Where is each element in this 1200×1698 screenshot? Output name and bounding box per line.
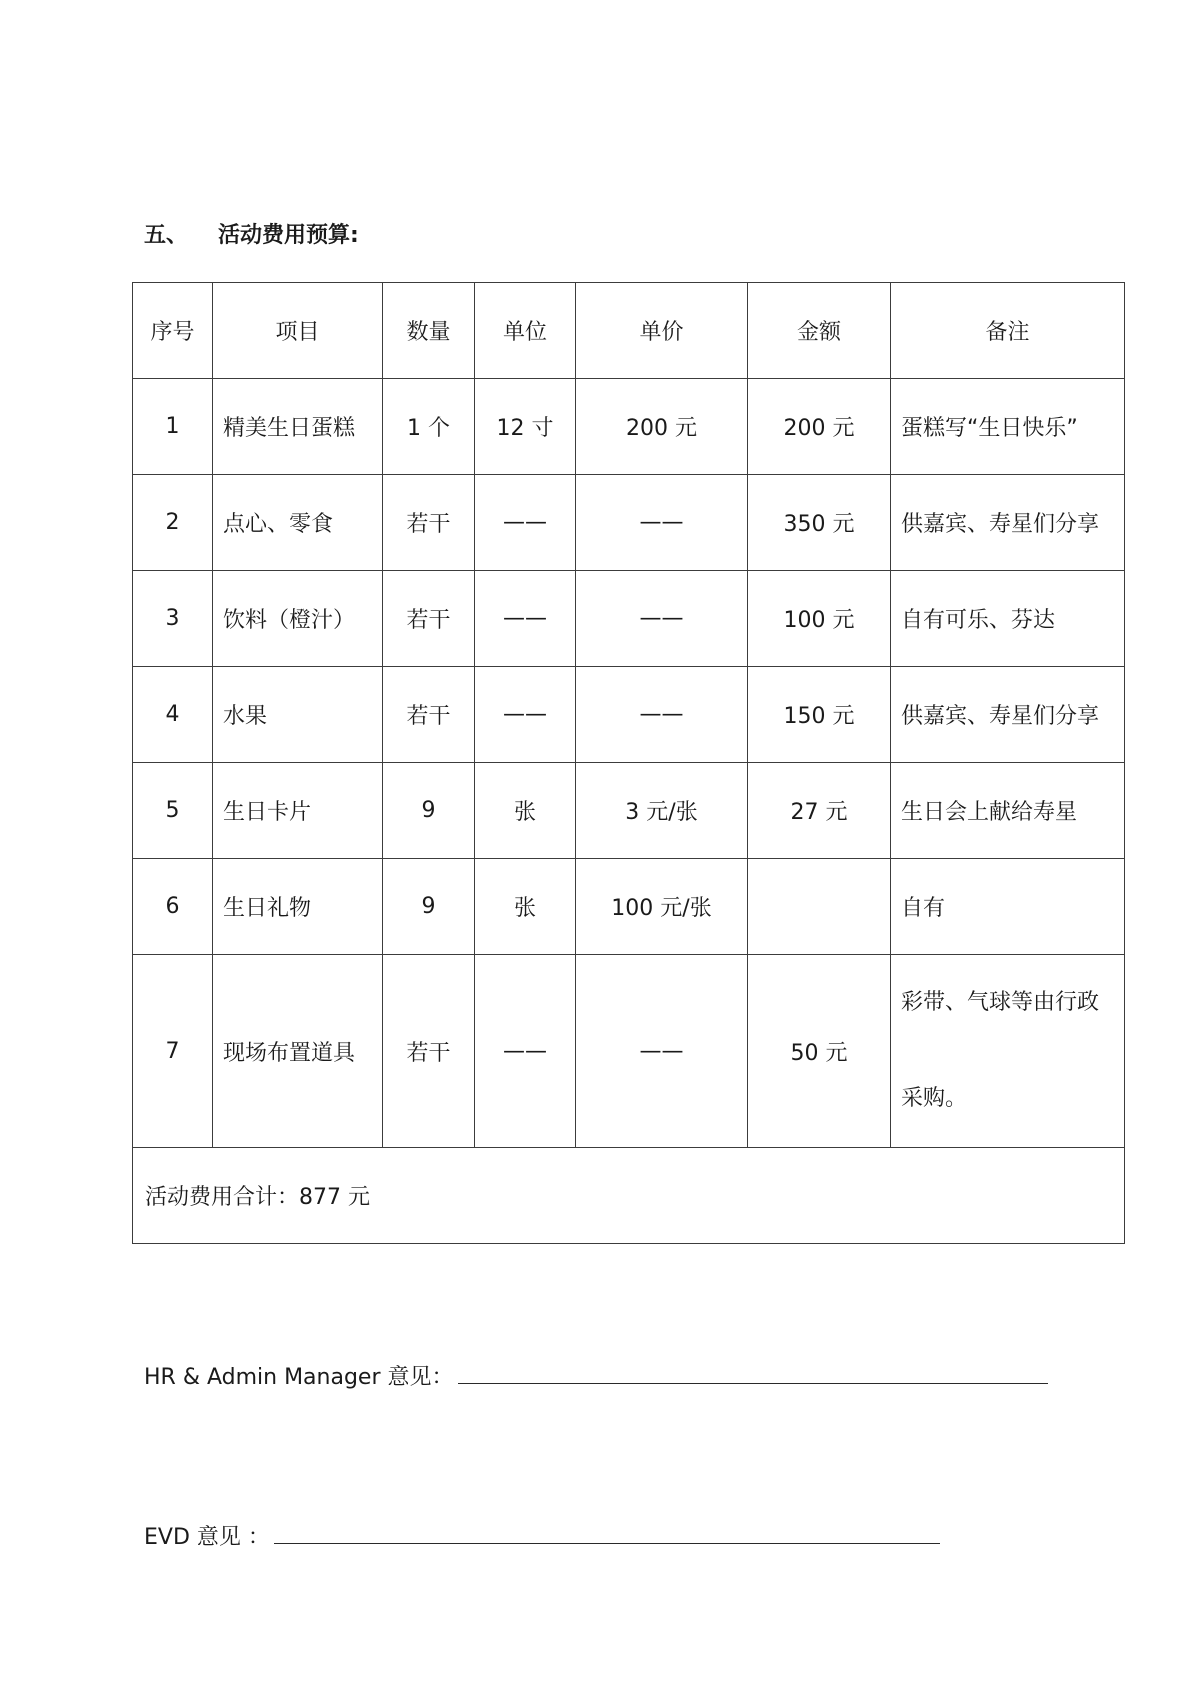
cell-price: 100 元/张 bbox=[576, 859, 748, 955]
cell-unit: —— bbox=[475, 667, 576, 763]
table-row bbox=[133, 763, 1125, 859]
table-total-row bbox=[133, 1148, 1125, 1244]
table-header-row bbox=[133, 283, 1125, 379]
cell-item: 现场布置道具 bbox=[213, 955, 383, 1148]
cell-amount: 27 元 bbox=[748, 763, 891, 859]
cell-amount: 350 元 bbox=[748, 475, 891, 571]
cell-remark: 自有 bbox=[891, 859, 1125, 955]
table-row bbox=[133, 475, 1125, 571]
cell-qty: 9 bbox=[383, 763, 475, 859]
cell-qty: 1 个 bbox=[383, 379, 475, 475]
cell-amount: 200 元 bbox=[748, 379, 891, 475]
cell-qty: 若干 bbox=[383, 571, 475, 667]
cell-qty: 若干 bbox=[383, 955, 475, 1148]
hr-opinion-field[interactable] bbox=[458, 1361, 1048, 1384]
cell-price: —— bbox=[576, 667, 748, 763]
cell-amount: 50 元 bbox=[748, 955, 891, 1148]
cell-remark: 蛋糕写“生日快乐” bbox=[891, 379, 1125, 475]
cell-item: 饮料（橙汁） bbox=[213, 571, 383, 667]
cell-amount: 100 元 bbox=[748, 571, 891, 667]
cell-amount bbox=[748, 859, 891, 955]
cell-no: 1 bbox=[133, 379, 213, 475]
section-number: 五、 bbox=[144, 223, 189, 248]
cell-item: 水果 bbox=[213, 667, 383, 763]
section-heading bbox=[144, 218, 359, 249]
cell-qty: 若干 bbox=[383, 667, 475, 763]
evd-opinion-label: EVD 意见 ： bbox=[144, 1525, 270, 1550]
cell-no: 2 bbox=[133, 475, 213, 571]
hr-opinion-label: HR & Admin Manager 意见： bbox=[144, 1365, 454, 1390]
cell-unit: 张 bbox=[475, 859, 576, 955]
table-row bbox=[133, 571, 1125, 667]
header-cell-remark: 备注 bbox=[891, 283, 1125, 379]
header-cell-no: 序号 bbox=[133, 283, 213, 379]
cell-price: 200 元 bbox=[576, 379, 748, 475]
cell-no: 5 bbox=[133, 763, 213, 859]
total-cell: 活动费用合计：877 元 bbox=[133, 1148, 1125, 1244]
cell-remark: 供嘉宾、寿星们分享 bbox=[891, 475, 1125, 571]
cell-unit: 张 bbox=[475, 763, 576, 859]
table-row bbox=[133, 859, 1125, 955]
section-title: 活动费用预算: bbox=[218, 223, 359, 248]
cell-unit: 12 寸 bbox=[475, 379, 576, 475]
header-cell-price: 单价 bbox=[576, 283, 748, 379]
table-row bbox=[133, 379, 1125, 475]
remark-line: 彩带、气球等由行政 bbox=[901, 990, 1100, 1015]
cell-unit: —— bbox=[475, 571, 576, 667]
cell-item: 生日礼物 bbox=[213, 859, 383, 955]
hr-opinion bbox=[144, 1360, 1048, 1391]
cell-unit: —— bbox=[475, 955, 576, 1148]
cell-qty: 9 bbox=[383, 859, 475, 955]
cell-remark: 生日会上献给寿星 bbox=[891, 763, 1125, 859]
cell-remark: 供嘉宾、寿星们分享 bbox=[891, 667, 1125, 763]
table-row bbox=[133, 955, 1125, 1148]
header-cell-item: 项目 bbox=[213, 283, 383, 379]
cell-no: 7 bbox=[133, 955, 213, 1148]
cell-remark bbox=[891, 955, 1125, 1148]
cell-price: —— bbox=[576, 475, 748, 571]
table-row bbox=[133, 667, 1125, 763]
cell-qty: 若干 bbox=[383, 475, 475, 571]
evd-opinion-field[interactable] bbox=[274, 1521, 940, 1544]
cell-remark: 自有可乐、芬达 bbox=[891, 571, 1125, 667]
header-cell-qty: 数量 bbox=[383, 283, 475, 379]
cell-amount: 150 元 bbox=[748, 667, 891, 763]
remark-line: 采购。 bbox=[901, 1086, 968, 1111]
header-cell-unit: 单位 bbox=[475, 283, 576, 379]
budget-table bbox=[132, 282, 1125, 1244]
header-cell-amount: 金额 bbox=[748, 283, 891, 379]
cell-item: 精美生日蛋糕 bbox=[213, 379, 383, 475]
cell-price: —— bbox=[576, 571, 748, 667]
cell-price: —— bbox=[576, 955, 748, 1148]
cell-unit: —— bbox=[475, 475, 576, 571]
cell-no: 6 bbox=[133, 859, 213, 955]
cell-no: 3 bbox=[133, 571, 213, 667]
cell-item: 点心、零食 bbox=[213, 475, 383, 571]
evd-opinion bbox=[144, 1520, 940, 1551]
cell-no: 4 bbox=[133, 667, 213, 763]
cell-price: 3 元/张 bbox=[576, 763, 748, 859]
cell-item: 生日卡片 bbox=[213, 763, 383, 859]
